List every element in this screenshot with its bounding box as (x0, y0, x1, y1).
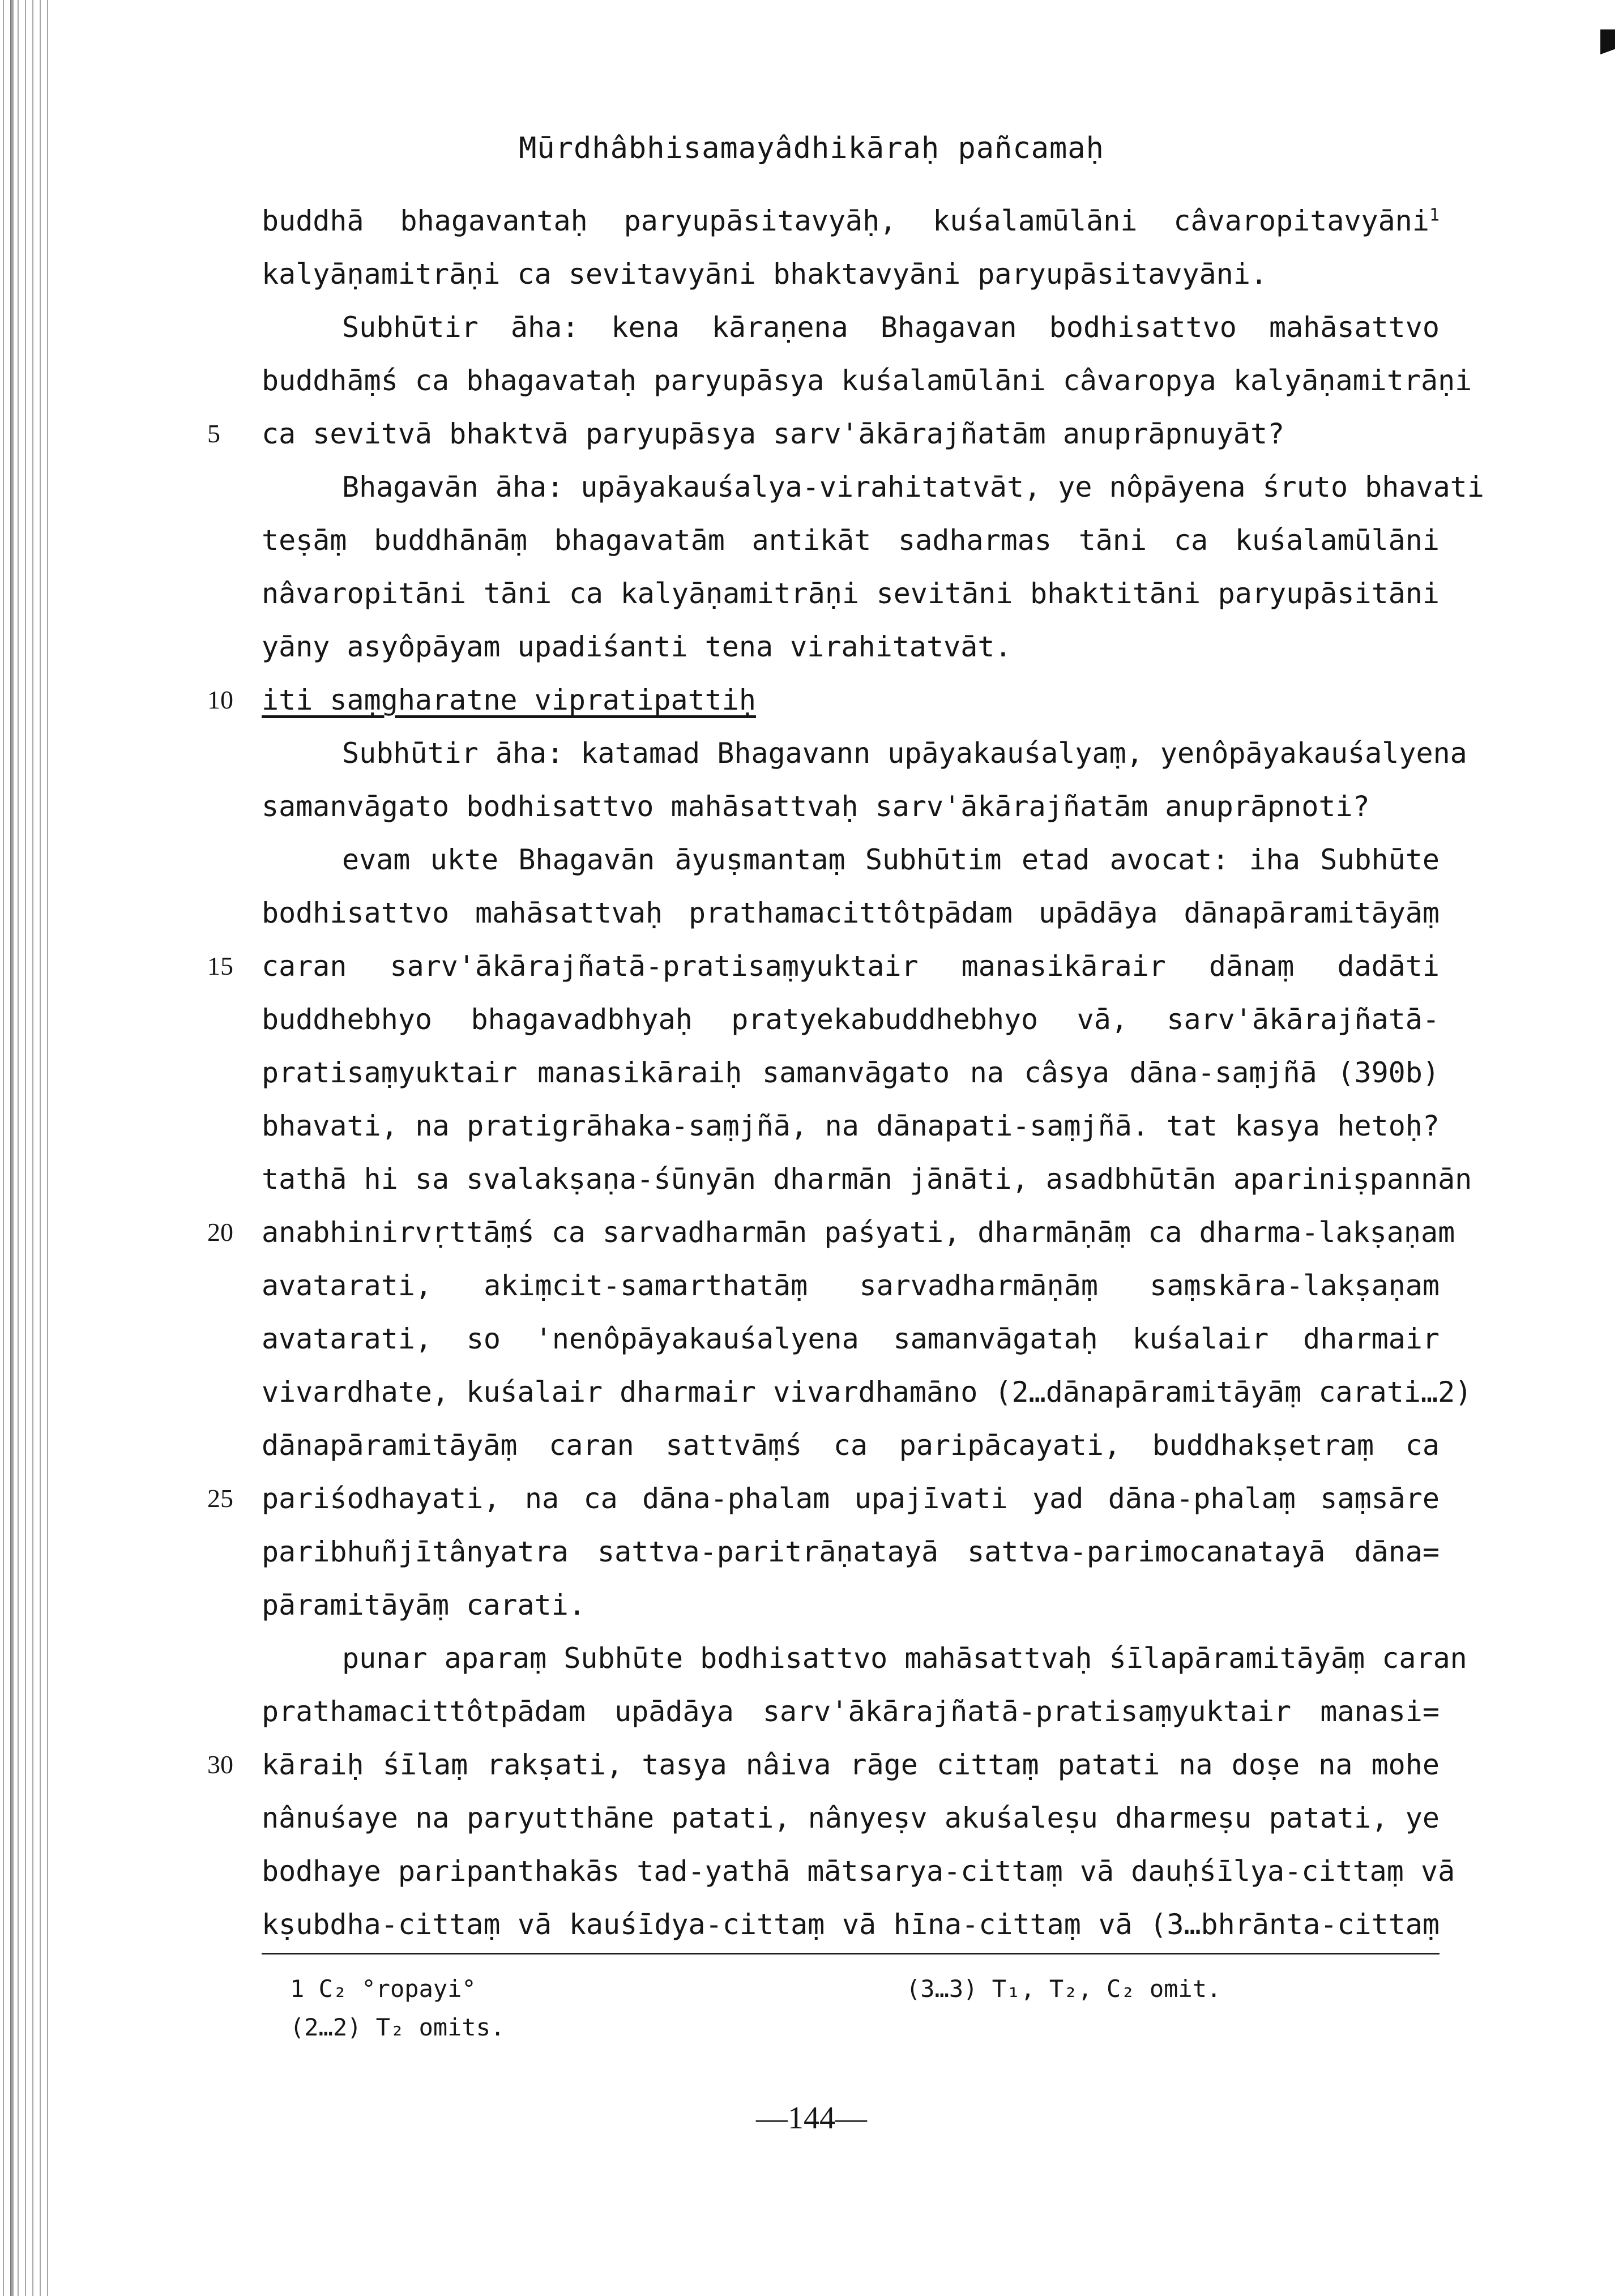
text-line: tathā hi sa svalakṣaṇa-śūnyān dharmān jānāti, asadbhūtān apariniṣpannān (262, 1163, 1472, 1196)
text-line: bhavati, na pratigrāhaka-saṃjñā, na dānapati-saṃjñā. tat kasya hetoḥ? (262, 1109, 1440, 1142)
running-head: Mūrdhâbhisamayâdhikāraḥ pañcamaḥ (519, 131, 1104, 165)
section-heading: iti saṃgharatne vipratipattiḥ (262, 684, 756, 716)
text-line: caran sarv'ākārajñatā-pratisaṃyuktair manasikārair dānaṃ dadāti (262, 950, 1440, 983)
line-number: 15 (207, 951, 233, 980)
text-line: buddhebhyo bhagavadbhyaḥ pratyekabuddhebhyo vā, sarv'ākārajñatā- (262, 1003, 1440, 1036)
line-number: 10 (207, 685, 233, 714)
text-line: avatarati, akiṃcit-samarthatāṃ sarvadharmāṇāṃ saṃskāra-lakṣaṇam (262, 1269, 1440, 1302)
text-line: paribhuñjītânyatra sattva-paritrāṇatayā sattva-parimocanatayā dāna= (262, 1535, 1440, 1568)
text-line: evam ukte Bhagavān āyuṣmantaṃ Subhūtim etad avocat: iha Subhūte (342, 843, 1440, 876)
text-line: nâvaropitāni tāni ca kalyāṇamitrāṇi sevitāni bhaktitāni paryupāsitāni (262, 577, 1440, 610)
binding-edge (0, 0, 52, 2296)
line-number: 25 (207, 1484, 233, 1513)
text-line: dānapāramitāyāṃ caran sattvāṃś ca paripācayati, buddhakṣetraṃ ca (262, 1429, 1440, 1462)
text-line: Subhūtir āha: katamad Bhagavann upāyakauśalyaṃ, yenôpāyakauśalyena (342, 737, 1467, 770)
text-line: prathamacittôtpādam upādāya sarv'ākārajñatā-pratisaṃyuktair manasi= (262, 1695, 1440, 1728)
text-line: ca sevitvā bhaktvā paryupāsya sarv'ākārajñatām anuprāpnuyāt? (262, 417, 1285, 450)
footnote-rule (262, 1953, 1440, 1954)
line-number: 20 (207, 1218, 233, 1247)
text-line: bodhaye paripanthakās tad-yathā mātsarya-cittaṃ vā dauḥśīlya-cittaṃ vā (262, 1855, 1455, 1888)
text-line: kṣubdha-cittaṃ vā kauśīdya-cittaṃ vā hīna-cittaṃ vā (3…bhrānta-cittaṃ (262, 1908, 1440, 1941)
footnote-ref: 1 (1429, 205, 1440, 225)
text-line: avatarati, so 'nenôpāyakauśalyena samanvāgataḥ kuśalair dharmair (262, 1322, 1440, 1355)
text-line: yāny asyôpāyam upadiśanti tena virahitatvāt. (262, 630, 1012, 663)
line-number: 30 (207, 1750, 233, 1779)
text-line: kalyāṇamitrāṇi ca sevitavyāni bhaktavyāni paryupāsitavyāni. (262, 258, 1268, 291)
text-line: anabhinirvṛttāṃś ca sarvadharmān paśyati, dharmāṇāṃ ca dharma-lakṣaṇam (262, 1216, 1455, 1249)
page-number: —144— (756, 2101, 867, 2136)
text-line: buddhāṃś ca bhagavataḥ paryupāsya kuśalamūlāni câvaropya kalyāṇamitrāṇi (262, 364, 1472, 397)
text-line: nânuśaye na paryutthāne patati, nânyeṣv akuśaleṣu dharmeṣu patati, ye (262, 1802, 1440, 1834)
text-line: vivardhate, kuśalair dharmair vivardhamāno (2…dānapāramitāyāṃ carati…2) (262, 1376, 1472, 1409)
text-line: pāramitāyāṃ carati. (262, 1589, 586, 1621)
text-line: pariśodhayati, na ca dāna-phalam upajīvati yad dāna-phalaṃ saṃsāre (262, 1482, 1440, 1515)
text-line: teṣāṃ buddhānāṃ bhagavatām antikāt sadharmas tāni ca kuśalamūlāni (262, 524, 1440, 557)
text-line: samanvāgato bodhisattvo mahāsattvaḥ sarv'ākārajñatām anuprāpnoti? (262, 790, 1370, 823)
text-line: buddhā bhagavantaḥ paryupāsitavyāḥ, kuśalamūlāni câvaropitavyāni$^1$ (262, 204, 1440, 237)
footnote: (2…2) T₂ omits. (290, 2013, 505, 2041)
text-line: kāraiḥ śīlaṃ rakṣati, tasya nâiva rāge cittaṃ patati na doṣe na mohe (262, 1748, 1440, 1781)
footnote: 1 C₂ °ropayi° (290, 1975, 476, 2003)
footnote: (3…3) T₁, T₂, C₂ omit. (906, 1975, 1221, 2003)
text-line: punar aparaṃ Subhūte bodhisattvo mahāsattvaḥ śīlapāramitāyāṃ caran (342, 1642, 1467, 1675)
text-line: bodhisattvo mahāsattvaḥ prathamacittôtpādam upādāya dānapāramitāyāṃ (262, 897, 1440, 929)
text-line: Subhūtir āha: kena kāraṇena Bhagavan bodhisattvo mahāsattvo (342, 311, 1440, 344)
text-line: pratisaṃyuktair manasikāraiḥ samanvāgato na câsya dāna-saṃjñā (390b) (262, 1056, 1440, 1089)
line-number: 5 (207, 419, 220, 448)
scan-corner-mark (1600, 29, 1615, 69)
text-line: Bhagavān āha: upāyakauśalya-virahitatvāt, ye nôpāyena śruto bhavati (342, 471, 1484, 503)
